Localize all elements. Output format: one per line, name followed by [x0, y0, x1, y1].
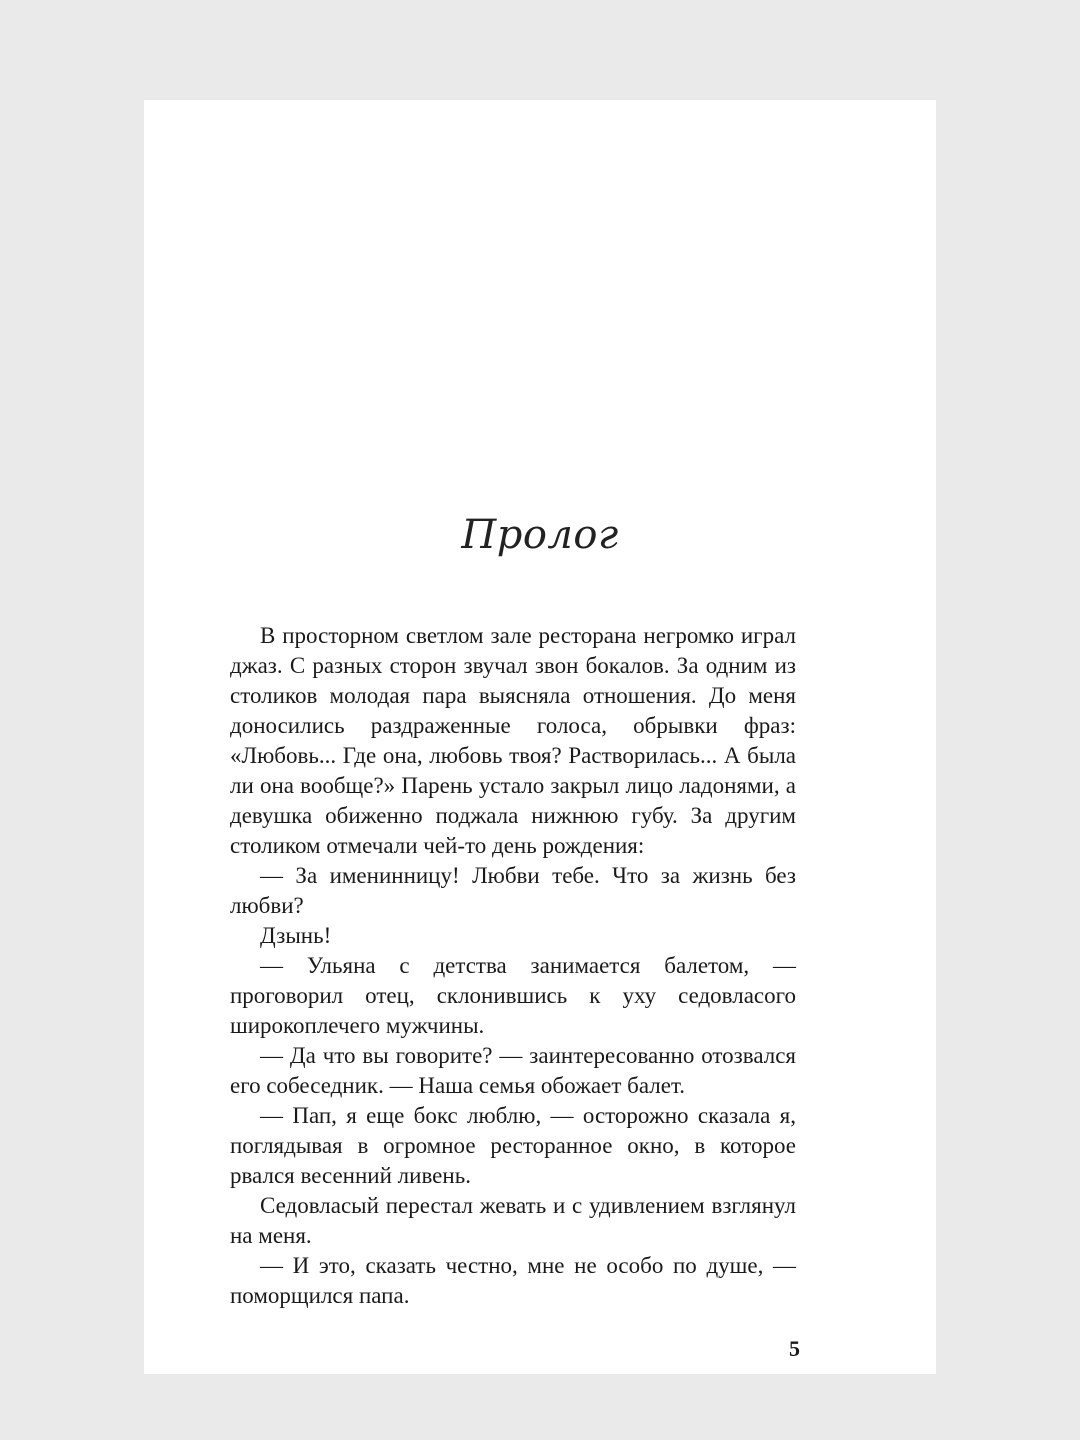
paragraph: — Да что вы говорите? — заинтересованно отозвался его собеседник. — Наша семья обожает балет.	[230, 1043, 796, 1098]
paragraph: — За именинницу! Любви тебе. Что за жизнь без любви?	[230, 863, 796, 918]
book-page	[144, 100, 936, 1374]
paragraph: — Ульяна с детства занимается балетом, — проговорил отец, склонившись к уху седовласого широкоплечего мужчины.	[230, 953, 796, 1038]
chapter-title: Пролог	[461, 512, 619, 558]
chapter-body	[230, 621, 796, 1311]
paragraph: Дзынь!	[260, 923, 332, 948]
paragraph: — И это, сказать честно, мне не особо по душе, — поморщился папа.	[230, 1253, 796, 1308]
page-number: 5	[789, 1336, 800, 1361]
paragraph: Седовласый перестал жевать и с удивлением взглянул на меня.	[230, 1193, 796, 1248]
paragraph: В просторном светлом зале ресторана негромко играл джаз. С разных сторон звучал звон бокалов. За одним из столиков молодая пара выясняла отношения. До меня доносились раздраженные голоса, обрывки фраз: «Любовь... Где она, любовь твоя? Растворилась... А была ли она вообще?» Парень устало закрыл лицо ладонями, а девушка обиженно поджала нижнюю губу. За другим столиком отмечали чей-то день рождения:	[230, 623, 796, 858]
paragraph: — Пап, я еще бокс люблю, — осторожно сказала я, поглядывая в огромное ресторанное окно, в которое рвался весенний ливень.	[230, 1103, 796, 1188]
